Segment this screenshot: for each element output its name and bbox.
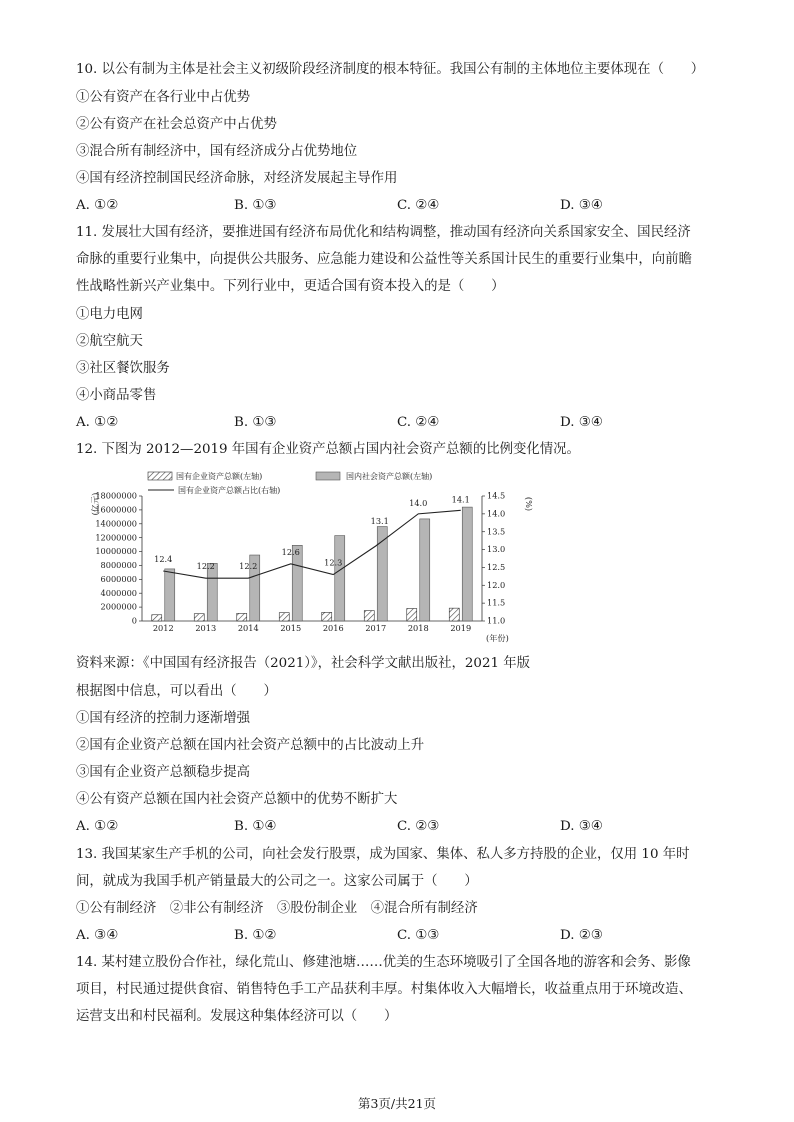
right-tick-label: 13.0	[487, 544, 506, 555]
legend-swatch-state-assets	[148, 472, 172, 480]
left-axis-label: (亿元)	[90, 492, 100, 516]
left-tick-label: 12000000	[95, 532, 137, 543]
page-footer: 第3页/共21页	[357, 1096, 437, 1111]
legend-label-state-assets: 国有企业资产总额(左轴)	[176, 472, 263, 481]
q14-stem-line-3: 运营支出和村民福利。发展这种集体经济可以（ ）	[76, 1009, 398, 1024]
state-assets-bar	[194, 614, 204, 621]
legend-swatch-social-assets	[316, 472, 340, 480]
state-assets-bar	[279, 613, 289, 621]
q14-stem-line-1: 14. 某村建立股份合作社，绿化荒山、修建池塘……优美的生态环境吸引了全国各地的游客和会务、影像	[76, 955, 691, 970]
q12-item-2: ②国有企业资产总额在国内社会资产总额中的占比波动上升	[76, 738, 425, 753]
x-tick-label: 2019	[450, 623, 472, 633]
x-tick-label: 2012	[152, 623, 174, 633]
q13-stem-line-2: 间，就成为我国手机产销量最大的公司之一。这家公司属于（ ）	[76, 874, 478, 889]
ratio-data-label: 14.0	[409, 497, 428, 508]
q11-option-b[interactable]: B. ①③	[234, 415, 277, 430]
legend-label-ratio: 国有企业资产总额占比(右轴)	[178, 486, 281, 495]
q11-options	[76, 414, 716, 432]
q12-option-b[interactable]: B. ①④	[234, 819, 277, 834]
q12-options	[76, 818, 716, 836]
q11-item-3: ③社区餐饮服务	[76, 361, 170, 376]
legend-label-social-assets: 国内社会资产总额(左轴)	[346, 472, 433, 481]
q11-item-1: ①电力电网	[76, 307, 143, 322]
x-tick-label: 2015	[280, 623, 302, 633]
left-tick-label: 8000000	[100, 560, 137, 571]
q10-option-b[interactable]: B. ①③	[234, 198, 277, 213]
q11-stem-line-2: 命脉的重要行业集中，向提供公共服务、应急能力建设和公益性等关系国计民生的重要行业集中，向前瞻	[76, 252, 692, 267]
q12-option-d[interactable]: D. ③④	[560, 819, 603, 834]
state-assets-bar	[407, 609, 417, 622]
right-tick-label: 14.0	[487, 508, 506, 519]
right-tick-label: 11.5	[487, 597, 506, 608]
left-tick-label: 16000000	[95, 504, 137, 515]
right-tick-label: 12.5	[487, 562, 506, 573]
x-tick-label: 2017	[365, 623, 387, 633]
q11-option-a[interactable]: A. ①②	[76, 415, 119, 430]
ratio-data-label: 12.6	[281, 546, 300, 557]
state-assets-bar	[322, 612, 332, 621]
left-tick-label: 0	[131, 615, 137, 626]
q13-stem-line-1: 13. 我国某家生产手机的公司，向社会发行股票，成为国家、集体、私人多方持股的企业，仅用 10 年时	[76, 847, 690, 862]
q11-item-2: ②航空航天	[76, 334, 143, 349]
chart-legend	[148, 471, 432, 495]
q13-option-c[interactable]: C. ①③	[397, 928, 440, 943]
right-axis-label: (%)	[524, 496, 534, 512]
right-tick-label: 12.0	[487, 579, 506, 590]
q12-stem: 12. 下图为 2012—2019 年国有企业资产总额占国内社会资产总额的比例变化情况。	[76, 442, 580, 457]
right-tick-label: 11.0	[487, 615, 506, 626]
q11-item-4: ④小商品零售	[76, 388, 157, 403]
q13-option-a[interactable]: A. ③④	[76, 928, 119, 943]
right-tick-label: 14.5	[487, 490, 506, 501]
state-assets-bar	[152, 615, 162, 621]
state-assets-bar	[237, 613, 247, 621]
q12-chart	[84, 468, 536, 648]
q13-items: ①公有制经济 ②非公有制经济 ③股份制企业 ④混合所有制经济	[76, 901, 478, 916]
q12-option-c[interactable]: C. ②③	[397, 819, 440, 834]
q12-item-4: ④公有资产总额在国内社会资产总额中的优势不断扩大	[76, 792, 398, 807]
q10-item-4: ④国有经济控制国民经济命脉，对经济发展起主导作用	[76, 171, 398, 186]
social-assets-bar	[335, 536, 345, 621]
q10-options	[76, 197, 716, 215]
left-tick-label: 14000000	[95, 518, 137, 529]
q12-prompt: 根据图中信息，可以看出（ ）	[76, 684, 277, 699]
state-assets-bar	[449, 608, 459, 621]
x-tick-label: 2013	[195, 623, 217, 633]
left-tick-label: 4000000	[100, 587, 137, 598]
left-tick-label: 6000000	[100, 573, 137, 584]
q13-options	[76, 927, 716, 945]
q10-option-c[interactable]: C. ②④	[397, 198, 440, 213]
q10-stem: 10. 以公有制为主体是社会主义初级阶段经济制度的根本特征。我国公有制的主体地位主要体现在（ ）	[76, 62, 705, 77]
ratio-data-label: 12.2	[196, 561, 215, 572]
ratio-data-label: 12.4	[154, 554, 173, 564]
state-assets-bar	[364, 611, 374, 621]
ratio-data-label: 13.1	[370, 516, 389, 526]
right-tick-label: 13.5	[487, 526, 506, 537]
q12-item-1: ①国有经济的控制力逐渐增强	[76, 711, 251, 726]
q11-option-c[interactable]: C. ②④	[397, 415, 440, 430]
q11-stem-line-1: 11. 发展壮大国有经济，要推进国有经济布局优化和结构调整，推动国有经济向关系国家安全、国民经济	[76, 225, 691, 240]
q12-option-a[interactable]: A. ①②	[76, 819, 119, 834]
left-tick-label: 18000000	[95, 490, 137, 501]
ratio-data-label: 14.1	[451, 494, 470, 505]
q12-source: 资料来源：《中国国有经济报告（2021）》，社会科学文献出版社，2021 年版	[76, 656, 531, 671]
q10-option-a[interactable]: A. ①②	[76, 198, 119, 213]
left-tick-label: 2000000	[100, 601, 137, 612]
q11-option-d[interactable]: D. ③④	[560, 415, 603, 430]
ratio-data-label: 12.3	[324, 557, 343, 568]
q10-item-2: ②公有资产在社会总资产中占优势	[76, 117, 277, 132]
q13-option-b[interactable]: B. ①②	[234, 928, 277, 943]
q10-item-1: ①公有资产在各行业中占优势	[76, 90, 251, 105]
x-tick-label: 2018	[407, 623, 429, 633]
left-tick-label: 10000000	[95, 546, 137, 557]
q12-item-3: ③国有企业资产总额稳步提高	[76, 765, 251, 780]
q14-stem-line-2: 项目，村民通过提供食宿、销售特色手工产品获利丰厚。村集体收入大幅增长，收益重点用于环境改造、	[76, 982, 692, 997]
x-tick-label: 2016	[322, 623, 344, 633]
x-tick-label: 2014	[237, 623, 259, 633]
q13-option-d[interactable]: D. ②③	[560, 928, 603, 943]
ratio-data-label: 12.2	[239, 561, 258, 572]
q11-stem-line-3: 性战略性新兴产业集中。下列行业中，更适合国有资本投入的是（ ）	[76, 279, 505, 294]
social-assets-bar	[462, 507, 472, 621]
q10-option-d[interactable]: D. ③④	[560, 198, 603, 213]
social-assets-bar	[420, 519, 430, 621]
social-assets-bar	[165, 569, 175, 621]
x-axis-unit-label: (年份)	[486, 633, 509, 643]
q10-item-3: ③混合所有制经济中，国有经济成分占优势地位	[76, 144, 358, 159]
social-assets-bar	[207, 563, 217, 621]
